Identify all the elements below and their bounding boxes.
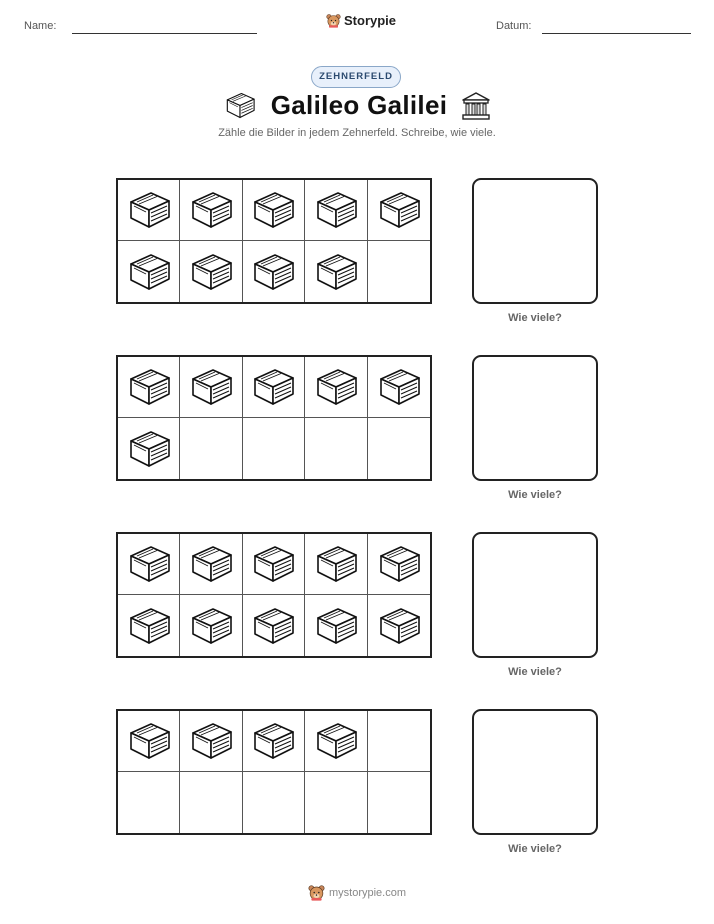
ten-frame-cell (305, 241, 367, 302)
worksheet-type-badge: ZEHNERFELD (311, 66, 401, 88)
ten-frame-cell (305, 711, 367, 772)
ten-frame-cell (305, 180, 367, 241)
answer-box[interactable] (472, 178, 598, 304)
answer-label: Wie viele? (508, 312, 562, 324)
ten-frame-cell (368, 180, 430, 241)
ten-frame (116, 532, 432, 658)
book-icon (125, 365, 173, 409)
book-icon (187, 719, 235, 763)
ten-frame-cell (118, 772, 180, 833)
brand-name: Storypie (344, 13, 397, 28)
ten-frame-cell (368, 595, 430, 656)
book-icon (375, 365, 423, 409)
book-icon (312, 604, 360, 648)
ten-frame-cell (243, 595, 305, 656)
ten-frame-cell (305, 357, 367, 418)
answer-box[interactable] (472, 532, 598, 658)
answer-label: Wie viele? (508, 489, 562, 501)
ten-frame-cell (305, 772, 367, 833)
ten-frame-cell (180, 534, 242, 595)
ten-frame-cell (243, 418, 305, 479)
answer-label: Wie viele? (508, 843, 562, 855)
book-icon (312, 365, 360, 409)
name-label: Name: (24, 20, 57, 32)
ten-frame-cell (118, 595, 180, 656)
ten-frame-cell (118, 711, 180, 772)
book-icon (249, 250, 297, 294)
answer-box[interactable] (472, 709, 598, 835)
ten-frame-cell (180, 772, 242, 833)
footer (0, 884, 714, 901)
book-icon (375, 542, 423, 586)
book-icon (249, 719, 297, 763)
book-icon (249, 188, 297, 232)
date-line[interactable] (542, 33, 691, 34)
ten-frame-cell (180, 711, 242, 772)
name-line[interactable] (72, 33, 257, 34)
ten-frame-cell (305, 418, 367, 479)
ten-frame-cell (243, 357, 305, 418)
book-icon (223, 90, 257, 121)
book-icon (249, 604, 297, 648)
ten-frame-cell (243, 711, 305, 772)
book-icon (249, 542, 297, 586)
ten-frame-cell (118, 241, 180, 302)
page-title: Galileo Galilei (270, 90, 448, 120)
answer-label: Wie viele? (508, 666, 562, 678)
ten-frame-cell (118, 418, 180, 479)
ten-frame-cell (180, 241, 242, 302)
book-icon (187, 250, 235, 294)
book-icon (375, 188, 423, 232)
book-icon (249, 365, 297, 409)
ten-frame-cell (305, 534, 367, 595)
book-icon (187, 542, 235, 586)
ten-frame (116, 709, 432, 835)
ten-frame-cell (305, 595, 367, 656)
book-icon (187, 365, 235, 409)
ten-frame-cell (180, 418, 242, 479)
book-icon (125, 604, 173, 648)
footer-url: mystorypie.com (328, 886, 407, 899)
date-label: Datum: (496, 20, 532, 32)
book-icon (187, 188, 235, 232)
book-icon (125, 542, 173, 586)
instructions: Zähle die Bilder in jedem Zehnerfeld. Schreibe, wie viele. (218, 127, 496, 139)
ten-frame-cell (368, 711, 430, 772)
answer-box[interactable] (472, 355, 598, 481)
brand-logo (326, 13, 396, 28)
ten-frame-cell (368, 241, 430, 302)
ten-frame-cell (368, 772, 430, 833)
book-icon (312, 250, 360, 294)
building-icon (461, 91, 491, 121)
book-icon (312, 188, 360, 232)
ten-frame-cell (118, 180, 180, 241)
book-icon (125, 188, 173, 232)
book-icon (125, 427, 173, 471)
book-icon (125, 250, 173, 294)
ten-frame (116, 355, 432, 481)
bear-mascot-icon (326, 13, 341, 28)
ten-frame-cell (118, 357, 180, 418)
book-icon (125, 719, 173, 763)
title-row (0, 90, 714, 121)
ten-frame-cell (368, 534, 430, 595)
ten-frame-cell (118, 534, 180, 595)
ten-frame-cell (243, 534, 305, 595)
book-icon (312, 719, 360, 763)
book-icon (187, 604, 235, 648)
ten-frame-cell (180, 357, 242, 418)
book-icon (312, 542, 360, 586)
ten-frame-cell (368, 418, 430, 479)
bear-mascot-icon (308, 884, 325, 901)
ten-frame-cell (243, 241, 305, 302)
book-icon (375, 604, 423, 648)
ten-frame (116, 178, 432, 304)
ten-frame-cell (368, 357, 430, 418)
ten-frame-cell (180, 180, 242, 241)
ten-frame-cell (180, 595, 242, 656)
ten-frame-cell (243, 772, 305, 833)
ten-frame-cell (243, 180, 305, 241)
